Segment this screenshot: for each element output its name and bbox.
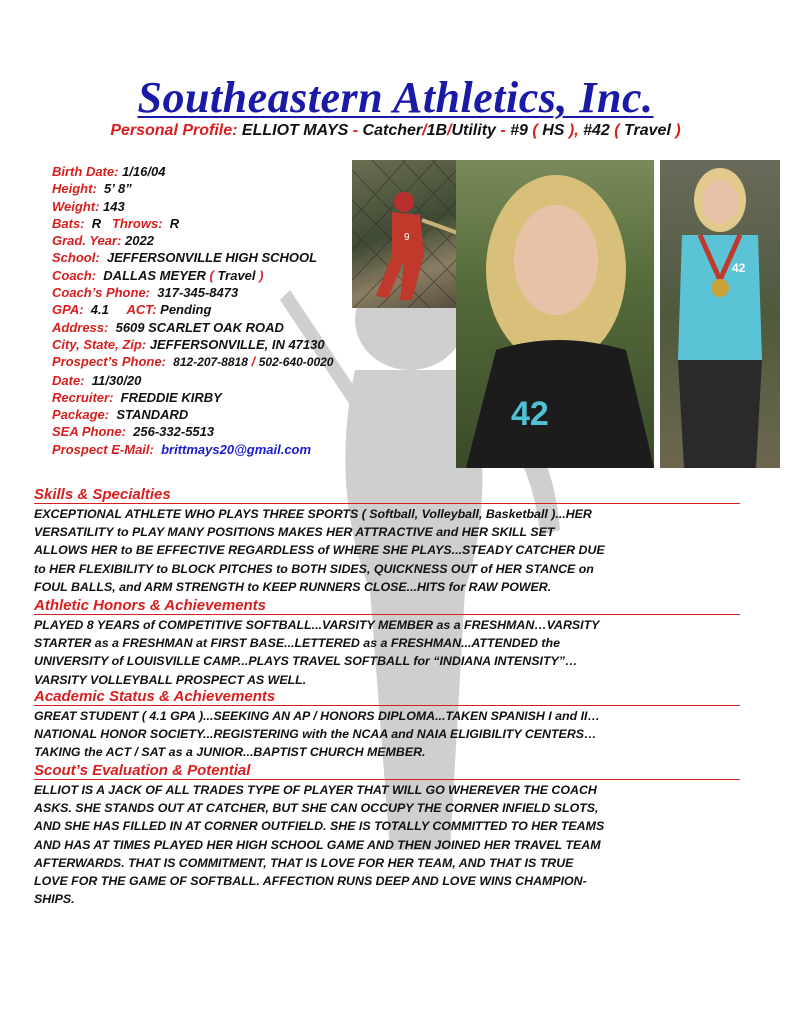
text-line: VARSITY VOLLEYBALL PROSPECT AS WELL. — [34, 672, 307, 687]
fact-label: Address: — [52, 319, 109, 335]
position-b: 1B — [426, 122, 448, 139]
fact-value: Travel — [217, 267, 256, 283]
text-line: AND HAS AT TIMES PLAYED HER HIGH SCHOOL GAME AND THEN JOINED HER TRAVEL TEAM — [34, 837, 601, 852]
text-line: UNIVERSITY of LOUISVILLE CAMP...PLAYS TRAVEL SOFTBALL for “INDIANA INTENSITY”… — [34, 654, 578, 669]
fact-label: City, State, Zip: — [52, 336, 147, 352]
page-title: Southeastern Athletics, Inc. — [137, 73, 654, 122]
fact-label: Recruiter: — [52, 389, 114, 405]
text-line: TAKING the ACT / SAT as a JUNIOR...BAPTIST CHURCH MEMBER. — [34, 745, 426, 760]
slash: / — [447, 122, 452, 139]
jersey-hs: #9 — [510, 122, 528, 139]
jersey-number: 9 — [404, 232, 410, 243]
text-line: FOUL BALLS, and ARM STRENGTH to KEEP RUNNERS CLOSE...HITS for RAW POWER. — [34, 579, 552, 594]
jersey-travel: #42 — [583, 122, 610, 139]
text-line: LOVE FOR THE GAME OF SOFTBALL. AFFECTION RUNS DEEP AND LOVE WINS CHAMPION- — [34, 874, 587, 889]
personal-profile-line — [0, 122, 791, 140]
fact-label: Prospect’s Phone: — [52, 354, 166, 370]
photo-portrait — [456, 160, 654, 468]
fact-label: Coach: — [52, 267, 97, 283]
fact-address — [52, 319, 333, 336]
section-body — [34, 505, 740, 596]
fact-label: SEA Phone: — [52, 424, 126, 440]
text-line: AFTERWARDS. THAT IS COMMITMENT, THAT IS LOVE FOR HER TEAM, AND THAT IS TRUE — [34, 855, 574, 870]
fact-value: FREDDIE KIRBY — [120, 389, 222, 405]
fact-city — [52, 336, 333, 353]
fact-value: 5609 SCARLET OAK ROAD — [115, 319, 284, 335]
text-line: AND SHE HAS FILLED IN AT CORNER OUTFIELD. SHE IS TOTALLY COMMITTED TO HER TEAMS — [34, 819, 605, 834]
travel-label: Travel — [624, 122, 671, 139]
profile-label: Personal Profile: — [110, 122, 238, 139]
fact-coach-phone — [52, 284, 333, 301]
section-honors — [34, 597, 740, 689]
fact-value: 4.1 — [90, 302, 109, 318]
portrait-figure — [456, 160, 654, 468]
fact-prospect-phone — [52, 353, 333, 371]
position-c: Utility — [451, 122, 496, 139]
separator: - — [500, 122, 506, 139]
fact-bats-throws — [52, 215, 333, 232]
slash: / — [251, 354, 256, 370]
hs-label: HS — [542, 122, 565, 139]
fact-value: 143 — [103, 198, 125, 214]
text-line: to HER FLEXIBILITY to BLOCK PITCHES to BOTH SIDES, QUICKNESS OUT of HER STANCE on — [34, 561, 594, 576]
email-link[interactable]: brittmays20@gmail.com — [161, 441, 312, 457]
section-title: Athletic Honors & Achievements — [34, 597, 740, 615]
section-body — [34, 616, 740, 689]
fact-label: GPA: — [52, 302, 84, 318]
fact-label: ACT: — [126, 302, 157, 318]
fact-value: JEFFERSONVILLE HIGH SCHOOL — [106, 250, 318, 266]
text-line: EXCEPTIONAL ATHLETE WHO PLAYS THREE SPORTS ( Softball, Volleyball, Basketball )...HER — [34, 507, 592, 521]
text-line: ELLIOT IS A JACK OF ALL TRADES TYPE OF PLAYER THAT WILL GO WHEREVER THE COACH — [34, 783, 597, 797]
fact-value: 11/30/20 — [91, 372, 142, 388]
fact-value: 5’ 8” — [104, 181, 132, 197]
text-line: ALLOWS HER to BE EFFECTIVE REGARDLESS of WHERE SHE PLAYS...STEADY CATCHER DUE — [34, 543, 605, 558]
athlete-facts — [52, 163, 333, 458]
paren: ( — [614, 122, 620, 139]
fact-label: School: — [52, 250, 100, 266]
section-title: Skills & Specialties — [34, 486, 740, 504]
paren: ) — [259, 267, 264, 283]
fact-weight — [52, 198, 333, 215]
text-line: STARTER as a FRESHMAN at FIRST BASE...LETTERED as a FRESHMAN...ATTENDED the — [34, 636, 560, 651]
fact-school — [52, 249, 333, 266]
fact-birth-date — [52, 163, 333, 180]
athlete-name: ELLIOT MAYS — [241, 122, 349, 139]
fact-label: Coach’s Phone: — [52, 285, 151, 301]
fact-value: 1/16/04 — [122, 164, 166, 179]
fact-date — [52, 372, 333, 389]
fact-height — [52, 180, 333, 197]
fact-value: DALLAS MEYER — [103, 267, 206, 283]
fact-label: Grad. Year: — [52, 233, 122, 249]
text-line: ASKS. SHE STANDS OUT AT CATCHER, BUT SHE CAN OCCUPY THE CORNER INFIELD SLOTS, — [34, 801, 599, 816]
text-line: SHIPS. — [34, 892, 75, 907]
position-a: Catcher — [362, 122, 423, 139]
section-scout — [34, 762, 740, 908]
fact-label: Package: — [52, 407, 110, 423]
fact-label: Height: — [52, 181, 97, 197]
text-line: GREAT STUDENT ( 4.1 GPA )...SEEKING AN AP / HONORS DIPLOMA...TAKEN SPANISH I and II… — [34, 709, 600, 723]
slash: / — [422, 122, 427, 139]
fact-value: 256-332-5513 — [133, 424, 215, 440]
fact-value: 502-640-0020 — [258, 355, 334, 370]
paren: ( — [532, 122, 538, 139]
section-skills — [34, 486, 740, 596]
section-title: Scout’s Evaluation & Potential — [34, 762, 740, 780]
section-body — [34, 781, 740, 908]
text-line: VERSATILITY to PLAY MANY POSITIONS MAKES HER ATTRACTIVE and HER SKILL SET — [34, 525, 555, 540]
fact-email — [52, 441, 333, 458]
fact-value: JEFFERSONVILLE, IN 47130 — [149, 336, 325, 352]
paren: ) — [675, 122, 681, 139]
fact-label: Prospect E-Mail: — [52, 441, 154, 457]
fact-value: Pending — [160, 302, 212, 318]
fact-package — [52, 406, 333, 423]
fact-label: Date: — [52, 372, 85, 388]
fact-sea-phone — [52, 423, 333, 440]
fact-grad-year — [52, 232, 333, 249]
separator: - — [352, 122, 359, 139]
medal-figure — [660, 160, 780, 468]
section-title: Academic Status & Achievements — [34, 688, 740, 706]
fact-label: Weight: — [52, 198, 100, 214]
jersey-number: 42 — [732, 261, 746, 275]
paren: ( — [209, 267, 214, 283]
fact-gpa-act — [52, 301, 333, 318]
fact-label: Throws: — [111, 215, 163, 231]
fact-label: Bats: — [52, 215, 85, 231]
section-academic — [34, 688, 740, 762]
text-line: PLAYED 8 YEARS of COMPETITIVE SOFTBALL...VARSITY MEMBER as a FRESHMAN…VARSITY — [34, 618, 600, 632]
jersey-number: 42 — [511, 395, 549, 433]
section-body — [34, 707, 740, 762]
fact-label: Birth Date: — [52, 164, 119, 179]
fact-coach — [52, 267, 333, 284]
paren: ), — [568, 122, 579, 139]
fact-value: STANDARD — [116, 407, 189, 423]
fact-recruiter — [52, 389, 333, 406]
fact-value: 2022 — [125, 233, 154, 249]
fact-value: 812-207-8818 — [173, 355, 248, 370]
fact-value: R — [91, 215, 102, 231]
fact-value: R — [169, 215, 180, 231]
photo-medal — [660, 160, 780, 468]
fact-value: 317-345-8473 — [157, 285, 239, 301]
text-line: NATIONAL HONOR SOCIETY...REGISTERING with the NCAA and NAIA ELIGIBILITY CENTERS… — [34, 727, 597, 742]
